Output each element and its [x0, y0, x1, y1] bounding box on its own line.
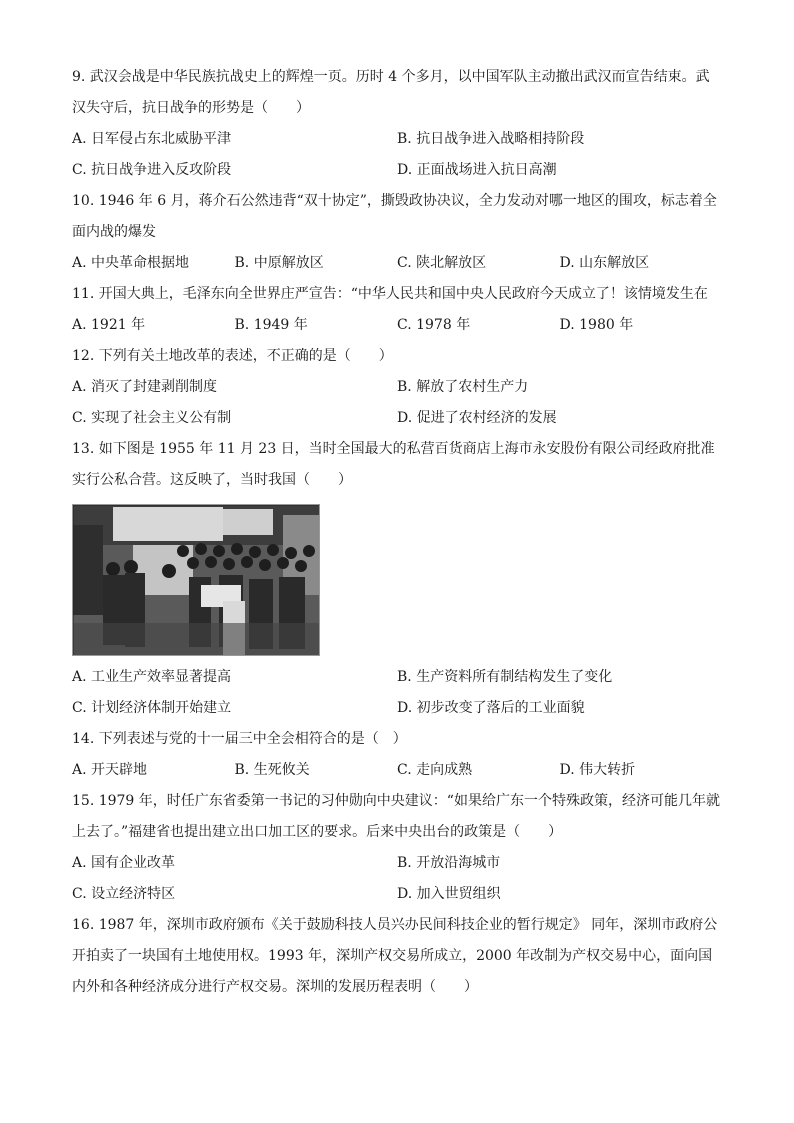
option-c[interactable]: C. 计划经济体制开始建立 [72, 700, 232, 716]
question-stem: 14. 下列表述与党的十一届三中全会相符合的是（ ） [72, 731, 407, 747]
option-a[interactable]: A. 消灭了封建剥削制度 [72, 379, 218, 395]
option-d[interactable]: D. 伟大转折 [559, 762, 636, 778]
option-a[interactable]: A. 日军侵占东北威胁平津 [72, 131, 232, 147]
option-b[interactable]: B. 生死攸关 [234, 762, 310, 778]
option-c[interactable]: C. 走向成熟 [397, 762, 473, 778]
option-d[interactable]: D. 山东解放区 [559, 255, 650, 271]
question-11 [72, 279, 722, 341]
option-d[interactable]: D. 加入世贸组织 [397, 886, 501, 902]
crowd-photo-illustration [73, 505, 320, 656]
option-c[interactable]: C. 设立经济特区 [72, 886, 176, 902]
question-9 [72, 62, 722, 186]
option-d[interactable]: D. 初步改变了落后的工业面貌 [397, 700, 585, 716]
question-stem: 15. 1979 年，时任广东省委第一书记的习仲勋向中央建议：“如果给广东一个特殊政策，经济可能几年就上去了。”福建省也提出建立出口加工区的要求。后来中央出台的政策是（ ） [72, 793, 720, 840]
option-b[interactable]: B. 抗日战争进入战略相持阶段 [397, 131, 585, 147]
option-a[interactable]: A. 国有企业改革 [72, 855, 176, 871]
option-b[interactable]: B. 1949 年 [234, 317, 308, 333]
options [72, 848, 722, 910]
options [72, 372, 722, 434]
options [72, 124, 722, 186]
question-13 [72, 434, 722, 724]
option-c[interactable]: C. 1978 年 [397, 317, 471, 333]
option-a[interactable]: A. 中央革命根据地 [72, 255, 190, 271]
option-d[interactable]: D. 1980 年 [559, 317, 634, 333]
option-b[interactable]: B. 开放沿海城市 [397, 855, 501, 871]
option-c[interactable]: C. 实现了社会主义公有制 [72, 410, 232, 426]
options [72, 310, 722, 341]
question-stem: 16. 1987 年，深圳市政府颁布《关于鼓励科技人员兴办民间科技企业的暂行规定》 同年，深圳市政府公开拍卖了一块国有土地使用权。1993 年，深圳产权交易所成立，2000 年改制为产权交易中心，面向国内外和各种经济成分进行产权交易。深圳的发展历程表明（ ） [72, 917, 718, 995]
option-b[interactable]: B. 解放了农村生产力 [397, 379, 529, 395]
option-a[interactable]: A. 开天辟地 [72, 762, 148, 778]
question-14 [72, 724, 722, 786]
options [72, 248, 722, 279]
question-stem: 12. 下列有关土地改革的表述，不正确的是（ ） [72, 348, 393, 364]
question-15 [72, 786, 722, 910]
options [72, 662, 722, 724]
option-c[interactable]: C. 抗日战争进入反攻阶段 [72, 162, 232, 178]
question-16 [72, 910, 722, 1003]
option-b[interactable]: B. 生产资料所有制结构发生了变化 [397, 669, 613, 685]
option-d[interactable]: D. 促进了农村经济的发展 [397, 410, 557, 426]
question-12 [72, 341, 722, 434]
question-10 [72, 186, 722, 279]
option-b[interactable]: B. 中原解放区 [234, 255, 324, 271]
option-d[interactable]: D. 正面战场进入抗日高潮 [397, 162, 557, 178]
question-stem: 13. 如下图是 1955 年 11 月 23 日，当时全国最大的私营百货商店上海市永安股份有限公司经政府批准实行公私合营。这反映了，当时我国（ ） [72, 441, 715, 488]
question-stem: 11. 开国大典上，毛泽东向全世界庄严宣告：“中华人民共和国中央人民政府今天成立了！该情境发生在 [72, 286, 708, 302]
option-a[interactable]: A. 工业生产效率显著提高 [72, 669, 232, 685]
historical-photo [72, 504, 320, 656]
options [72, 755, 722, 786]
question-stem: 10. 1946 年 6 月，蒋介石公然违背“双十协定”，撕毁政协决议，全力发动对哪一地区的围攻，标志着全面内战的爆发 [72, 193, 717, 240]
option-c[interactable]: C. 陕北解放区 [397, 255, 487, 271]
question-stem: 9. 武汉会战是中华民族抗战史上的辉煌一页。历时 4 个多月，以中国军队主动撤出武汉而宣告结束。武汉失守后，抗日战争的形势是（ ） [72, 69, 710, 116]
option-a[interactable]: A. 1921 年 [72, 317, 146, 333]
